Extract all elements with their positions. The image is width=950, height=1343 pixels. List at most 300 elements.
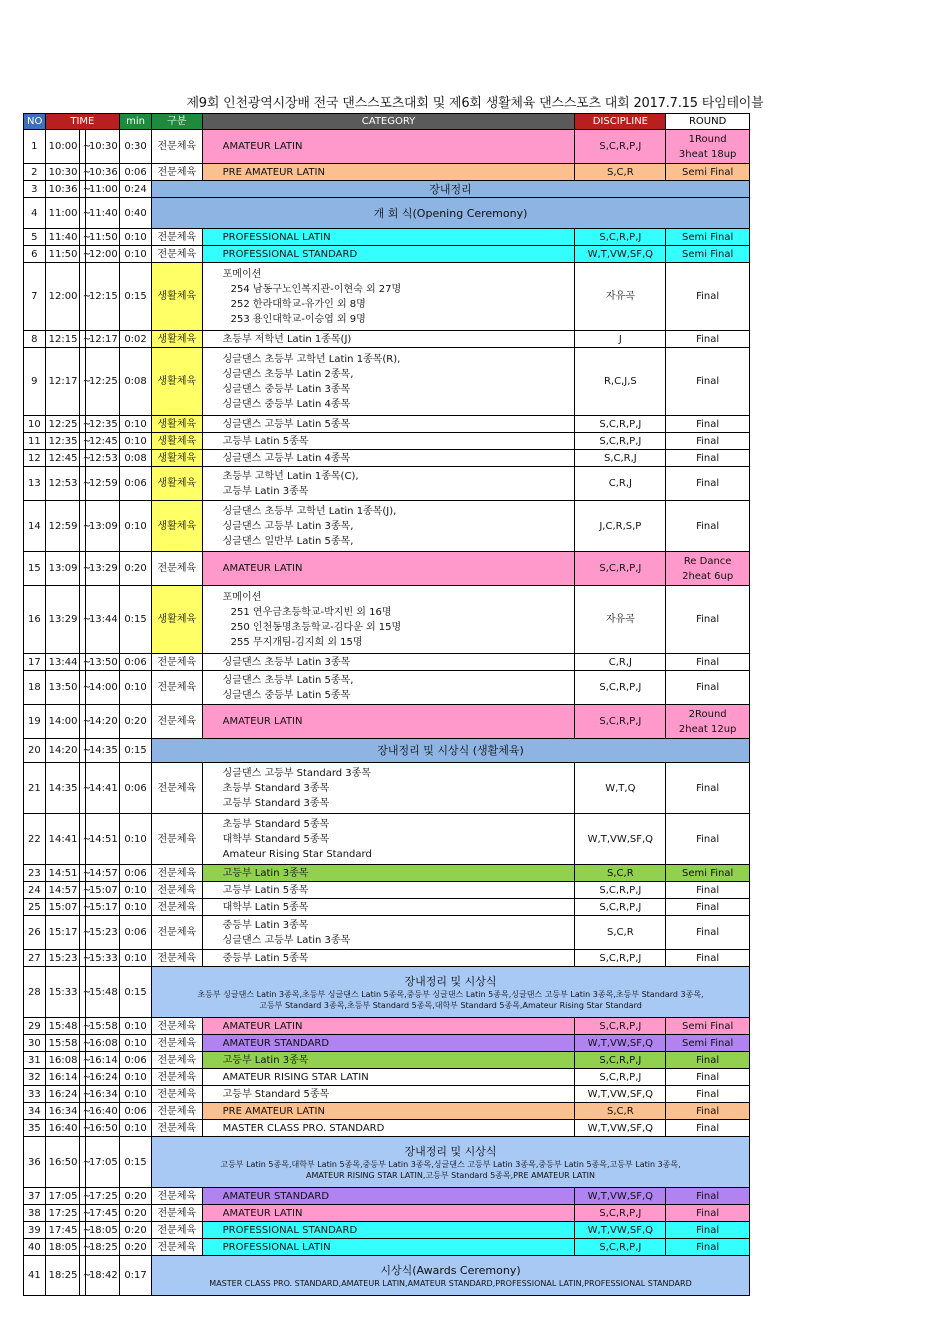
time-separator: ~ (79, 501, 85, 552)
table-row (24, 331, 750, 348)
division: 생활체육 (152, 263, 203, 331)
table-row (24, 1137, 750, 1188)
category-line: 251 연우금초등학교-박지빈 외 16명 (230, 606, 392, 618)
category-cell (202, 450, 575, 467)
round-line: Final (696, 1071, 720, 1083)
table-row (24, 229, 750, 246)
division: 생활체육 (152, 586, 203, 654)
category-cell (202, 1205, 575, 1222)
division: 전문체육 (152, 164, 203, 181)
end-time: 15:23 (85, 916, 119, 950)
header-category: CATEGORY (202, 114, 575, 130)
discipline: S,C,R,P,J (575, 899, 666, 916)
merged-event-cell (152, 181, 750, 198)
row-no: 30 (24, 1035, 46, 1052)
division: 생활체육 (152, 501, 203, 552)
round-cell (666, 348, 750, 416)
duration: 0:10 (120, 1086, 152, 1103)
table-row (24, 916, 750, 950)
row-no: 41 (24, 1256, 46, 1296)
category-line: 싱글댄스 초등부 고학년 Latin 1종목(J), (222, 505, 397, 517)
discipline: W,T,Q (575, 763, 666, 814)
duration: 0:10 (120, 1069, 152, 1086)
end-time: 14:35 (85, 739, 119, 763)
discipline: J (575, 331, 666, 348)
end-time: 14:41 (85, 763, 119, 814)
category-cell (202, 263, 575, 331)
round-cell (666, 246, 750, 263)
table-row (24, 552, 750, 586)
round-line: Final (696, 614, 720, 625)
table-row (24, 882, 750, 899)
header-row (24, 114, 750, 130)
start-time: 12:45 (45, 450, 79, 467)
division: 전문체육 (152, 1188, 203, 1205)
discipline: 자유곡 (575, 263, 666, 331)
duration: 0:15 (120, 967, 152, 1018)
category-cell (202, 229, 575, 246)
start-time: 14:41 (45, 814, 79, 865)
duration: 0:06 (120, 654, 152, 671)
start-time: 16:50 (45, 1137, 79, 1188)
round-cell (666, 1188, 750, 1205)
category-line: 중등부 Latin 3종목 (222, 919, 309, 931)
category-cell (202, 1188, 575, 1205)
round-cell (666, 814, 750, 865)
header-round: ROUND (666, 114, 750, 130)
category-cell (202, 814, 575, 865)
round-cell (666, 450, 750, 467)
category-cell (202, 1052, 575, 1069)
row-no: 19 (24, 705, 46, 739)
round-line: 2Round (688, 708, 727, 720)
merged-line: 장내정리 및 시상식 (404, 974, 497, 988)
category-line: 254 남동구노인복지관-이현숙 외 27명 (230, 283, 402, 295)
end-time: 15:48 (85, 967, 119, 1018)
merged-line: 장내정리 (429, 182, 472, 196)
category-line: 253 용인대학교-이승엽 외 9명 (230, 313, 366, 325)
category-line: MASTER CLASS PRO. STANDARD (222, 1122, 385, 1134)
start-time: 15:48 (45, 1018, 79, 1035)
time-separator: ~ (79, 882, 85, 899)
merged-line: MASTER CLASS PRO. STANDARD,AMATEUR LATIN,AMATEUR STANDARD,PROFESSIONAL LATIN,PROFESSIONAL STANDARD (209, 1278, 692, 1288)
end-time: 17:05 (85, 1137, 119, 1188)
header-time: TIME (45, 114, 119, 130)
duration: 0:20 (120, 1239, 152, 1256)
merged-line: 시상식(Awards Ceremony) (380, 1263, 521, 1277)
division: 전문체육 (152, 814, 203, 865)
discipline: W,T,VW,SF,Q (575, 1086, 666, 1103)
round-line: Final (696, 656, 720, 668)
start-time: 12:15 (45, 331, 79, 348)
round-cell (666, 586, 750, 654)
table-row (24, 671, 750, 705)
end-time: 12:59 (85, 467, 119, 501)
duration: 0:10 (120, 501, 152, 552)
round-cell (666, 1239, 750, 1256)
row-no: 14 (24, 501, 46, 552)
round-cell (666, 1052, 750, 1069)
category-cell (202, 433, 575, 450)
division: 전문체육 (152, 1069, 203, 1086)
discipline: S,C,R (575, 164, 666, 181)
category-cell (202, 882, 575, 899)
duration: 0:10 (120, 950, 152, 967)
start-time: 14:00 (45, 705, 79, 739)
end-time: 14:51 (85, 814, 119, 865)
row-no: 39 (24, 1222, 46, 1239)
round-cell (666, 882, 750, 899)
category-line: 대학부 Latin 5종목 (222, 901, 309, 913)
category-line: 싱글댄스 고등부 Latin 5종목 (222, 418, 351, 430)
category-cell (202, 1086, 575, 1103)
round-line: Final (696, 1054, 720, 1066)
round-cell (666, 416, 750, 433)
round-cell (666, 263, 750, 331)
duration: 0:10 (120, 882, 152, 899)
start-time: 11:40 (45, 229, 79, 246)
round-cell (666, 865, 750, 882)
category-cell (202, 671, 575, 705)
round-line: Final (696, 1105, 720, 1117)
end-time: 11:00 (85, 181, 119, 198)
row-no: 24 (24, 882, 46, 899)
time-separator: ~ (79, 1137, 85, 1188)
round-line: 2heat 6up (682, 570, 734, 582)
round-cell (666, 164, 750, 181)
discipline: S,C,R,P,J (575, 229, 666, 246)
row-no: 1 (24, 130, 46, 164)
table-row (24, 450, 750, 467)
start-time: 16:08 (45, 1052, 79, 1069)
start-time: 17:45 (45, 1222, 79, 1239)
table-row (24, 1120, 750, 1137)
round-line: Final (696, 682, 720, 693)
start-time: 15:17 (45, 916, 79, 950)
table-row (24, 263, 750, 331)
discipline: W,T,VW,SF,Q (575, 1035, 666, 1052)
duration: 0:15 (120, 586, 152, 654)
discipline: S,C,R,P,J (575, 1069, 666, 1086)
table-row (24, 1086, 750, 1103)
end-time: 15:33 (85, 950, 119, 967)
table-row (24, 899, 750, 916)
start-time: 15:07 (45, 899, 79, 916)
table-row (24, 1035, 750, 1052)
table-row (24, 198, 750, 229)
end-time: 14:20 (85, 705, 119, 739)
category-line: 포메이션 (222, 591, 262, 603)
duration: 0:06 (120, 164, 152, 181)
end-time: 18:42 (85, 1256, 119, 1296)
end-time: 12:53 (85, 450, 119, 467)
header-no: NO (24, 114, 46, 130)
table-row (24, 181, 750, 198)
division: 전문체육 (152, 1103, 203, 1120)
duration: 0:02 (120, 331, 152, 348)
category-line: AMATEUR LATIN (222, 1020, 303, 1032)
duration: 0:10 (120, 433, 152, 450)
end-time: 13:44 (85, 586, 119, 654)
time-separator: ~ (79, 348, 85, 416)
row-no: 22 (24, 814, 46, 865)
end-time: 10:36 (85, 164, 119, 181)
table-row (24, 967, 750, 1018)
category-line: PRE AMATEUR LATIN (222, 166, 325, 178)
row-no: 3 (24, 181, 46, 198)
round-cell (666, 331, 750, 348)
table-row (24, 705, 750, 739)
discipline: S,C,R,P,J (575, 1239, 666, 1256)
category-line: 250 인천동명초등학교-김다운 외 15명 (230, 621, 402, 633)
division: 전문체육 (152, 1222, 203, 1239)
start-time: 16:40 (45, 1120, 79, 1137)
category-line: 초등부 고학년 Latin 1종목(C), (222, 470, 359, 482)
start-time: 12:35 (45, 433, 79, 450)
discipline: S,C,R,P,J (575, 1018, 666, 1035)
time-separator: ~ (79, 1086, 85, 1103)
end-time: 17:25 (85, 1188, 119, 1205)
table-row (24, 865, 750, 882)
row-no: 12 (24, 450, 46, 467)
time-separator: ~ (79, 1239, 85, 1256)
start-time: 13:44 (45, 654, 79, 671)
row-no: 13 (24, 467, 46, 501)
category-line: 255 무지개팀-김지희 외 15명 (230, 636, 363, 648)
end-time: 17:45 (85, 1205, 119, 1222)
round-cell (666, 433, 750, 450)
category-line: 포메이션 (222, 268, 262, 280)
division: 전문체육 (152, 882, 203, 899)
duration: 0:10 (120, 246, 152, 263)
category-line: 초등부 저학년 Latin 1종목(J) (222, 333, 352, 345)
row-no: 31 (24, 1052, 46, 1069)
round-line: Final (696, 478, 720, 489)
table-row (24, 1103, 750, 1120)
duration: 0:10 (120, 1120, 152, 1137)
round-cell (666, 671, 750, 705)
round-cell (666, 1222, 750, 1239)
header-min: min (120, 114, 152, 130)
table-row (24, 586, 750, 654)
discipline: S,C,R (575, 916, 666, 950)
division: 전문체육 (152, 916, 203, 950)
category-cell (202, 586, 575, 654)
end-time: 13:09 (85, 501, 119, 552)
end-time: 16:50 (85, 1120, 119, 1137)
round-cell (666, 229, 750, 246)
category-cell (202, 1018, 575, 1035)
category-cell (202, 1069, 575, 1086)
end-time: 16:40 (85, 1103, 119, 1120)
category-line: 싱글댄스 중등부 Latin 5종목 (222, 689, 351, 701)
round-line: Final (696, 333, 720, 345)
time-separator: ~ (79, 865, 85, 882)
end-time: 16:14 (85, 1052, 119, 1069)
discipline: S,C,R,P,J (575, 882, 666, 899)
row-no: 8 (24, 331, 46, 348)
row-no: 11 (24, 433, 46, 450)
duration: 0:20 (120, 552, 152, 586)
table-row (24, 348, 750, 416)
round-line: Final (696, 1207, 720, 1219)
duration: 0:08 (120, 348, 152, 416)
duration: 0:30 (120, 130, 152, 164)
table-row (24, 416, 750, 433)
time-separator: ~ (79, 1069, 85, 1086)
time-separator: ~ (79, 331, 85, 348)
discipline: S,C,R,J (575, 450, 666, 467)
division: 전문체육 (152, 1018, 203, 1035)
table-row (24, 814, 750, 865)
discipline: W,T,VW,SF,Q (575, 246, 666, 263)
round-line: Final (696, 435, 720, 447)
duration: 0:06 (120, 865, 152, 882)
category-cell (202, 501, 575, 552)
round-line: Semi Final (682, 867, 734, 879)
merged-event-cell (152, 1256, 750, 1296)
category-line: 252 한라대학교-유가인 외 8명 (230, 298, 366, 310)
round-cell (666, 705, 750, 739)
category-line: 싱글댄스 중등부 Latin 3종목 (222, 383, 351, 395)
time-separator: ~ (79, 967, 85, 1018)
row-no: 9 (24, 348, 46, 416)
round-line: Final (696, 833, 720, 845)
duration: 0:10 (120, 1035, 152, 1052)
row-no: 28 (24, 967, 46, 1018)
discipline: W,T,VW,SF,Q (575, 1188, 666, 1205)
row-no: 38 (24, 1205, 46, 1222)
category-line: AMATEUR LATIN (222, 716, 303, 727)
discipline: W,T,VW,SF,Q (575, 814, 666, 865)
round-cell (666, 1018, 750, 1035)
division: 전문체육 (152, 899, 203, 916)
merged-event-cell (152, 1137, 750, 1188)
merged-line: 장내정리 및 시상식 (생활체육) (377, 744, 524, 757)
table-row (24, 1188, 750, 1205)
division: 생활체육 (152, 348, 203, 416)
start-time: 15:33 (45, 967, 79, 1018)
category-cell (202, 1239, 575, 1256)
category-line: 고등부 Latin 3종목 (222, 485, 309, 497)
discipline: W,T,VW,SF,Q (575, 1120, 666, 1137)
row-no: 33 (24, 1086, 46, 1103)
category-line: AMATEUR LATIN (222, 141, 303, 152)
category-line: AMATEUR STANDARD (222, 1190, 330, 1202)
time-separator: ~ (79, 1205, 85, 1222)
start-time: 12:53 (45, 467, 79, 501)
round-cell (666, 1205, 750, 1222)
duration: 0:06 (120, 1052, 152, 1069)
table-row (24, 164, 750, 181)
table-row (24, 1018, 750, 1035)
merged-line: 개 회 식(Opening Ceremony) (373, 206, 528, 220)
round-cell (666, 552, 750, 586)
start-time: 11:50 (45, 246, 79, 263)
row-no: 37 (24, 1188, 46, 1205)
category-line: 고등부 Latin 3종목 (222, 1054, 309, 1066)
row-no: 7 (24, 263, 46, 331)
time-separator: ~ (79, 1035, 85, 1052)
end-time: 15:58 (85, 1018, 119, 1035)
table-row (24, 1205, 750, 1222)
time-separator: ~ (79, 1052, 85, 1069)
start-time: 10:30 (45, 164, 79, 181)
round-line: Semi Final (682, 231, 734, 243)
round-line: Re Dance (683, 555, 732, 567)
duration: 0:10 (120, 1018, 152, 1035)
start-time: 18:25 (45, 1256, 79, 1296)
division: 전문체육 (152, 1205, 203, 1222)
duration: 0:20 (120, 1188, 152, 1205)
division: 전문체육 (152, 229, 203, 246)
merged-event-cell (152, 739, 750, 763)
category-cell (202, 416, 575, 433)
round-line: 2heat 12up (678, 723, 737, 735)
timetable-body (24, 130, 750, 1296)
division: 전문체육 (152, 950, 203, 967)
round-cell (666, 654, 750, 671)
duration: 0:10 (120, 671, 152, 705)
round-cell (666, 501, 750, 552)
time-separator: ~ (79, 739, 85, 763)
end-time: 12:15 (85, 263, 119, 331)
row-no: 18 (24, 671, 46, 705)
time-separator: ~ (79, 229, 85, 246)
merged-event-cell (152, 967, 750, 1018)
division: 전문체육 (152, 763, 203, 814)
category-line: 대학부 Standard 5종목 (222, 833, 330, 845)
round-line: Final (696, 452, 720, 464)
discipline: S,C,R,P,J (575, 433, 666, 450)
time-separator: ~ (79, 1188, 85, 1205)
round-line: Final (696, 291, 720, 302)
round-cell (666, 1035, 750, 1052)
end-time: 16:08 (85, 1035, 119, 1052)
table-row (24, 467, 750, 501)
division: 생활체육 (152, 467, 203, 501)
end-time: 11:40 (85, 198, 119, 229)
round-line: Final (696, 418, 720, 430)
row-no: 17 (24, 654, 46, 671)
category-line: PRE AMATEUR LATIN (222, 1105, 325, 1117)
time-separator: ~ (79, 899, 85, 916)
category-line: AMATEUR RISING STAR LATIN (222, 1071, 369, 1083)
category-cell (202, 467, 575, 501)
category-line: 싱글댄스 고등부 Latin 3종목 (222, 934, 351, 946)
category-line: AMATEUR LATIN (222, 1207, 303, 1219)
round-line: 1Round (688, 133, 727, 145)
duration: 0:06 (120, 467, 152, 501)
category-line: PROFESSIONAL STANDARD (222, 248, 358, 260)
row-no: 27 (24, 950, 46, 967)
time-separator: ~ (79, 763, 85, 814)
table-row (24, 246, 750, 263)
division: 전문체육 (152, 705, 203, 739)
discipline: J,C,R,S,P (575, 501, 666, 552)
round-line: Final (696, 884, 720, 896)
category-cell (202, 1120, 575, 1137)
round-line: Final (696, 376, 720, 387)
category-line: PROFESSIONAL LATIN (222, 1241, 331, 1253)
category-line: 싱글댄스 중등부 Latin 4종목 (222, 398, 351, 410)
category-cell (202, 1222, 575, 1239)
row-no: 35 (24, 1120, 46, 1137)
start-time: 10:36 (45, 181, 79, 198)
duration: 0:10 (120, 229, 152, 246)
category-line: 고등부 Latin 5종목 (222, 884, 309, 896)
category-line: 중등부 Latin 5종목 (222, 952, 309, 964)
